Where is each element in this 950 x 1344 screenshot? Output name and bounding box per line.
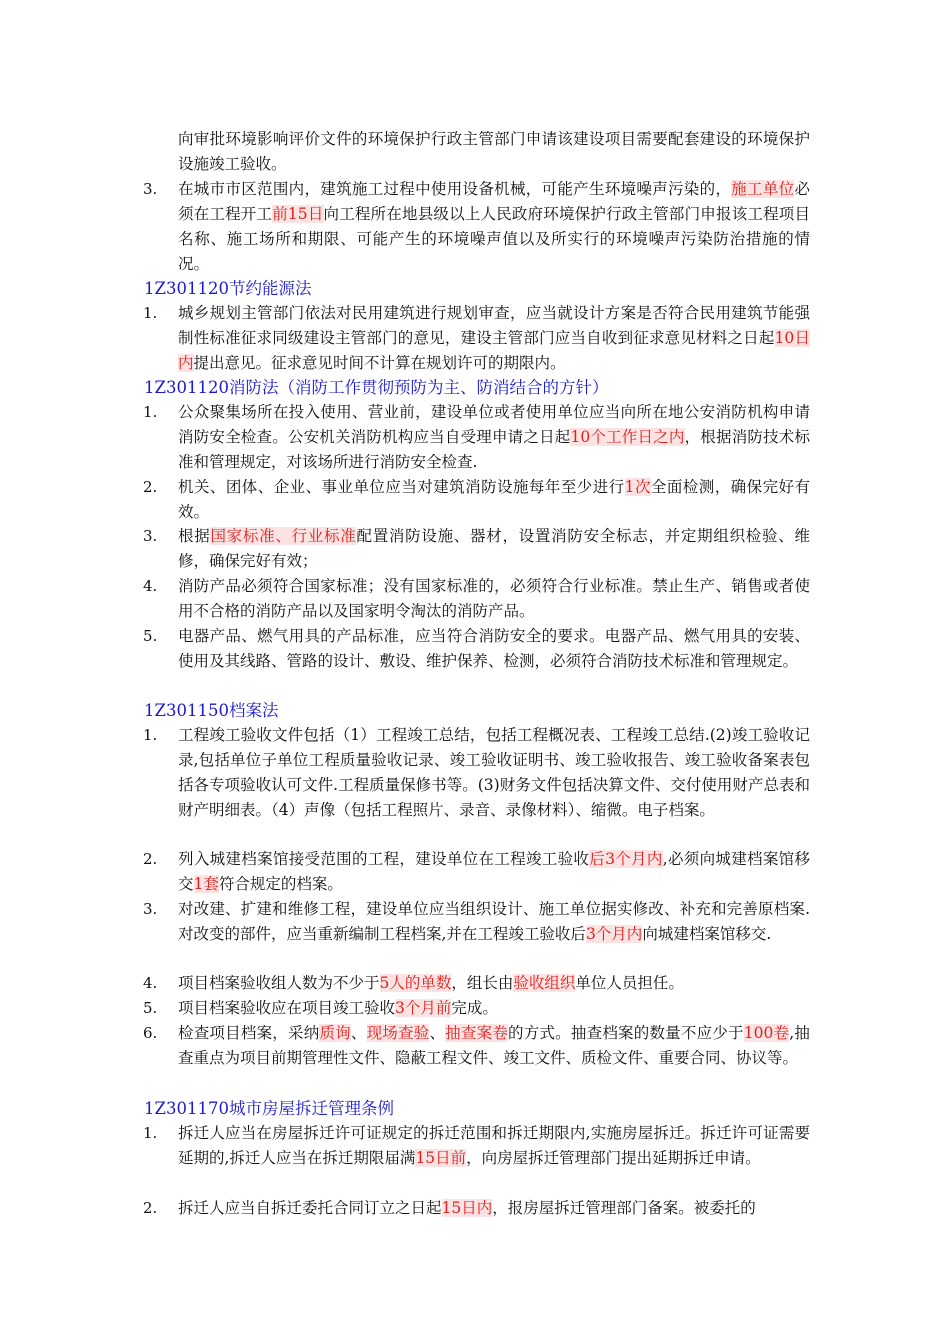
list-item-text — [178, 723, 810, 823]
highlighted-text: 10日内 — [178, 329, 810, 372]
list-item-number: 4. — [143, 577, 158, 595]
text-run: ，向房屋拆迁管理部门提出延期拆迁申请。 — [466, 1149, 761, 1167]
list-item-text — [178, 1196, 810, 1221]
highlighted-text: 现场查验 — [366, 1024, 430, 1042]
text-run: 机关、团体、企业、事业单位应当对建筑消防设施每年至少进行 — [178, 478, 625, 496]
list-item-number: 1. — [143, 403, 158, 421]
list-item-text — [178, 996, 810, 1021]
list-item-number: 2. — [143, 1199, 158, 1217]
list-item-text — [178, 524, 810, 574]
section-heading: 1Z301120消防法（消防工作贯彻预防为主、防消结合的方针） — [144, 378, 609, 397]
text-run: 列入城建档案馆接受范围的工程，建设单位在工程竣工验收 — [178, 850, 590, 868]
text-run: 电器产品、燃气用具的产品标准，应当符合消防安全的要求。电器产品、燃气用具的安装、使用及其线路、管路的设计、敷设、维护保养、检测，必须符合消防技术标准和管理规定。 — [178, 627, 810, 670]
highlighted-text: 施工单位 — [731, 180, 795, 198]
highlighted-text: 3个月内 — [585, 925, 643, 943]
text-run: 向城建档案馆移交. — [642, 925, 772, 943]
text-run: 的方式。抽查档案的数量不应少于 — [508, 1024, 744, 1042]
text-run: 提出意见。征求意见时间不计算在规划许可的期限内。 — [193, 354, 566, 372]
list-item-text — [178, 177, 810, 277]
list-item-text — [178, 574, 810, 624]
highlighted-text: 质询 — [319, 1024, 351, 1042]
list-item-number: 3. — [143, 180, 158, 198]
text-run: 项目档案验收组人数为不少于 — [178, 974, 380, 992]
text-run: 全面检测，确保完好有效。 — [178, 478, 810, 521]
section-heading: 1Z301120节约能源法 — [144, 279, 312, 298]
text-run: 对改建、扩建和维修工程，建设单位应当组织设计、施工单位据实修改、补充和完善原档案.对改变的部件，应当重新编制工程档案,并在工程竣工验收后 — [178, 900, 810, 943]
highlighted-text: 3个月前 — [395, 999, 452, 1017]
text-run: ，组长由 — [451, 974, 514, 992]
text-run: 向审批环境影响评价文件的环境保护行政主管部门申请该建设项目需要配套建设的环境保护设施竣工验收。 — [178, 130, 810, 173]
highlighted-text: 前15日 — [272, 205, 324, 223]
text-run: 公众聚集场所在投入使用、营业前，建设单位或者使用单位应当向所在地公安消防机构申请消防安全检查。公安机关消防机构应当自受理申请之日起 — [178, 403, 810, 446]
list-item-number: 1. — [143, 304, 158, 322]
list-item-text — [178, 847, 810, 897]
highlighted-text: 10个工作日之内 — [570, 428, 685, 446]
highlighted-text: 后3个月内 — [589, 850, 663, 868]
list-item-number: 1. — [143, 1124, 158, 1142]
text-run: 工程竣工验收文件包括（1）工程竣工总结，包括工程概况表、工程竣工总结.(2)竣工验收记录,包括单位子单位工程质量验收记录、竣工验收证明书、竣工验收报告、竣工验收备案表包括各专项验收认可文件.工程质量保修书等。(3)财务文件包括决算文件、交付使用财产总表和财产明细表。（4）声像（包括工程照片、录音、录像材料）、缩微。电子档案。 — [178, 726, 810, 819]
list-item-text — [178, 624, 810, 674]
text-run: 拆迁人应当在房屋拆迁许可证规定的拆迁范围和拆迁期限内,实施房屋拆迁。拆迁许可证需要延期的,拆迁人应当在拆迁期限届满 — [178, 1124, 810, 1167]
text-run: 消防产品必须符合国家标准；没有国家标准的，必须符合行业标准。禁止生产、销售或者使用不合格的消防产品以及国家明令淘汰的消防产品。 — [178, 577, 810, 620]
highlighted-text: 抽查案卷 — [445, 1024, 509, 1042]
text-run: ,抽查重点为项目前期管理性文件、隐蔽工程文件、竣工文件、质检文件、重要合同、协议等。 — [178, 1024, 810, 1067]
list-item-text — [178, 897, 810, 947]
list-item-number: 1. — [143, 726, 158, 744]
list-item-text — [178, 301, 810, 376]
text-run: 配置消防设施、器材，设置消防安全标志，并定期组织检验、维修，确保完好有效； — [178, 527, 810, 570]
highlighted-text: 100卷 — [743, 1024, 790, 1042]
highlighted-text: 1次 — [624, 478, 651, 496]
list-item-number: 3. — [143, 900, 158, 918]
list-item-number: 5. — [143, 627, 158, 645]
text-run: 符合规定的档案。 — [218, 875, 343, 893]
list-item-text — [178, 1121, 810, 1171]
text-run: ，报房屋拆迁管理部门备案。被委托的 — [492, 1199, 756, 1217]
text-run: 城乡规划主管部门依法对民用建筑进行规划审查，应当就设计方案是否符合民用建筑节能强制性标准征求同级建设主管部门的意见，建设主管部门应当自收到征求意见材料之日起 — [178, 304, 810, 347]
list-item-text — [178, 971, 810, 996]
highlighted-text: 15日前 — [415, 1149, 467, 1167]
highlighted-text: 验收组织 — [513, 974, 576, 992]
list-item-text — [178, 400, 810, 475]
highlighted-text: 1套 — [193, 875, 219, 893]
list-item-number: 5. — [143, 999, 158, 1017]
text-run: 、 — [350, 1024, 367, 1042]
text-run: 单位人员担任。 — [575, 974, 684, 992]
list-item-number: 4. — [143, 974, 158, 992]
list-item-number: 2. — [143, 850, 158, 868]
list-item-number: 6. — [143, 1024, 158, 1042]
list-item-text — [178, 1021, 810, 1071]
paragraph-text — [178, 127, 810, 177]
text-run: 向工程所在地县级以上人民政府环境保护行政主管部门申报该工程项目名称、施工场所和期限、可能产生的环境噪声值以及所实行的环境噪声污染防治措施的情况。 — [178, 205, 810, 273]
list-item-number: 2. — [143, 478, 158, 496]
section-heading: 1Z301150档案法 — [144, 701, 279, 720]
text-run: 完成。 — [451, 999, 498, 1017]
text-run: 在城市市区范围内，建筑施工过程中使用设备机械，可能产生环境噪声污染的， — [178, 180, 732, 198]
text-run: 必须在工程开工 — [178, 180, 810, 223]
text-run: 、 — [429, 1024, 446, 1042]
section-heading: 1Z301170城市房屋拆迁管理条例 — [144, 1099, 394, 1118]
highlighted-text: 国家标准、行业标准 — [210, 527, 357, 545]
text-run: ，根据消防技术标准和管理规定，对该场所进行消防安全检查. — [178, 428, 810, 471]
text-run: ,必须向城建档案馆移交 — [178, 850, 810, 893]
text-run: 根据 — [178, 527, 211, 545]
text-run: 项目档案验收应在项目竣工验收 — [178, 999, 396, 1017]
list-item-text — [178, 475, 810, 525]
list-item-number: 3. — [143, 527, 158, 545]
text-run: 拆迁人应当自拆迁委托合同订立之日起 — [178, 1199, 442, 1217]
highlighted-text: 15日内 — [441, 1199, 493, 1217]
highlighted-text: 5人的单数 — [379, 974, 452, 992]
text-run: 检查项目档案，采纳 — [178, 1024, 320, 1042]
